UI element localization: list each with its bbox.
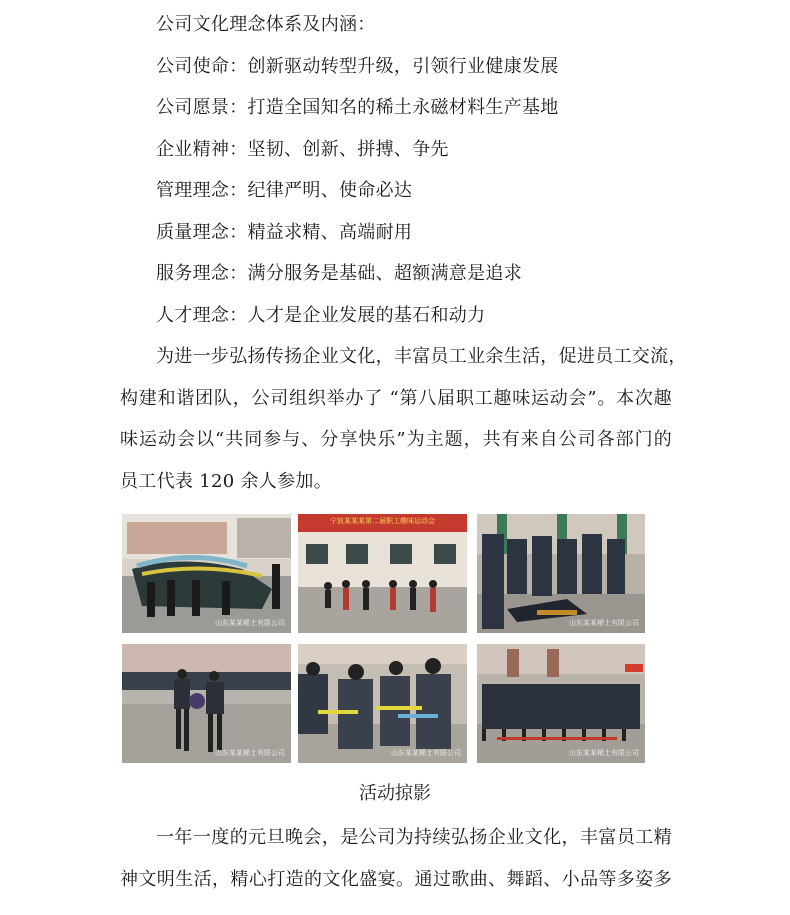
photo-ball-game: [122, 644, 291, 763]
paragraph-1-line-4: 员工代表 120 余人参加。: [120, 471, 332, 492]
photo-watermark: 山东某某稀土有限公司: [569, 749, 639, 757]
value-management: 管理理念：纪律严明、使命必达: [156, 180, 413, 201]
value-mission: 公司使命：创新驱动转型升级，引领行业健康发展: [156, 56, 559, 77]
paragraph-1-line-3: 味运动会以“共同参与、分享快乐”为主题，共有来自公司各部门的: [120, 429, 672, 450]
photo-watermark: 山东某某稀土有限公司: [569, 619, 639, 627]
value-vision: 公司愿景：打造全国知名的稀土永磁材料生产基地: [156, 97, 559, 118]
photo-stick-game: [298, 644, 467, 763]
photo-caption: 活动掠影: [359, 783, 431, 804]
paragraph-1-line-2: 构建和谐团队，公司组织举办了 “第八届职工趣味运动会”。本次趣: [120, 388, 672, 409]
photo-watermark: 山东某某稀土有限公司: [215, 749, 285, 757]
paragraph-1-line-1: 为进一步弘扬传扬企业文化，丰富员工业余生活，促进员工交流，: [156, 346, 687, 367]
value-service: 服务理念：满分服务是基础、超额满意是追求: [156, 263, 522, 284]
values-heading: 公司文化理念体系及内涵：: [156, 14, 376, 35]
photo-banner-game: [298, 514, 467, 633]
photo-watermark: 山东某某稀土有限公司: [215, 619, 285, 627]
paragraph-2-line-1: 一年一度的元旦晚会，是公司为持续弘扬企业文化，丰富员工精: [156, 827, 672, 848]
photo-watermark: 山东某某稀土有限公司: [391, 749, 461, 757]
value-talent: 人才理念：人才是企业发展的基石和动力: [156, 305, 486, 326]
photo-crawling-game: [477, 514, 645, 633]
value-spirit: 企业精神：坚韧、创新、拼搏、争先: [156, 139, 449, 160]
photo-group-line: [477, 644, 645, 763]
banner-text: 宁波某某某第二届职工趣味运动会: [330, 517, 435, 525]
value-quality: 质量理念：精益求精、高端耐用: [156, 222, 413, 243]
paragraph-2-line-2: 神文明生活，精心打造的文化盛宴。通过歌曲、舞蹈、小品等多姿多: [120, 869, 672, 890]
photo-team-relay: [122, 514, 291, 633]
